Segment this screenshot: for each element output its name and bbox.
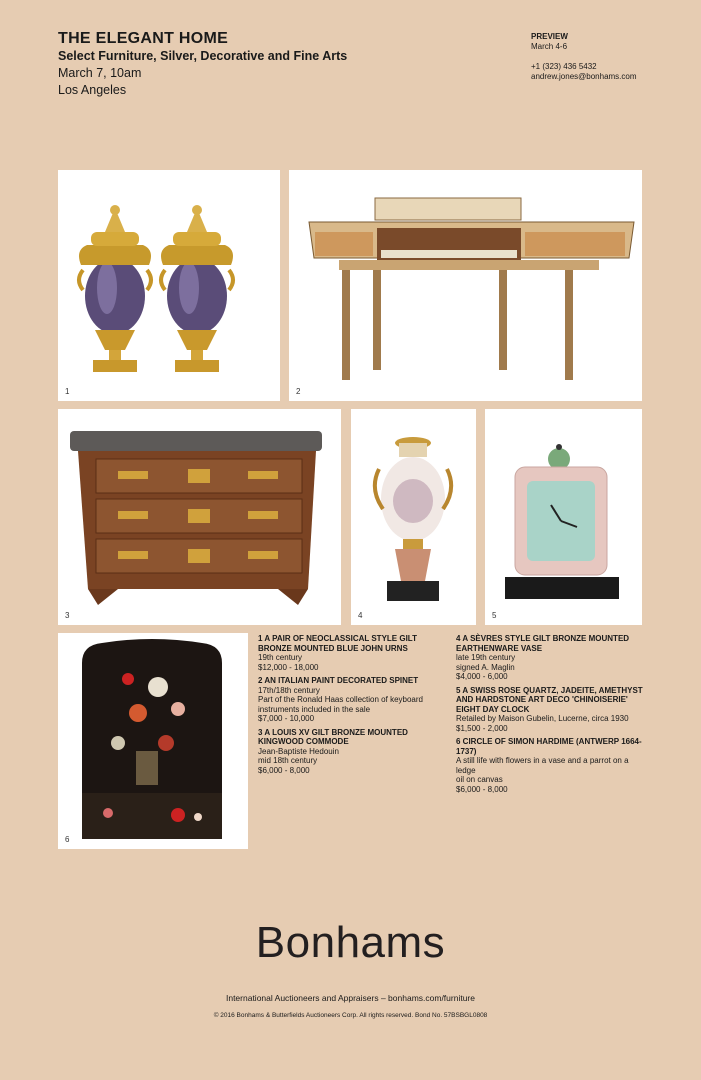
lot-entry — [456, 686, 646, 734]
lot-image-spinet — [289, 170, 642, 401]
lot-line: mid 18th century — [258, 756, 318, 765]
lot-line: Jean-Baptiste Hedouin — [258, 746, 339, 756]
lot-line: 17th/18th century — [258, 685, 320, 695]
urns-illustration — [58, 170, 280, 401]
lot-title: 6 CIRCLE OF SIMON HARDIME (ANTWERP 1664-1737) — [456, 737, 642, 756]
lot-estimate: $6,000 - 8,000 — [456, 784, 508, 794]
image-number: 4 — [358, 611, 363, 620]
commode-illustration — [58, 409, 341, 625]
preview-label: PREVIEW — [531, 32, 568, 41]
lot-image-commode — [58, 409, 341, 625]
lot-image-painting — [58, 633, 248, 849]
lot-image-vase — [351, 409, 476, 625]
spinet-illustration — [289, 170, 642, 401]
footer-copyright: © 2016 Bonhams & Butterfields Auctioneers Corp. All rights reserved. Bond No. 57BSBGL0808 — [213, 1012, 488, 1019]
image-number: 1 — [65, 387, 70, 396]
preview-dates: March 4-6 — [531, 42, 568, 51]
auction-date: March 7, 10am — [58, 66, 142, 80]
lot-line: A still life with flowers in a vase and a parrot on a ledge — [456, 756, 629, 775]
preview-block — [531, 32, 637, 82]
lot-line: signed A. Maglin — [456, 662, 515, 672]
footer-tagline[interactable]: International Auctioneers and Appraisers – bonhams.com/furniture — [225, 993, 475, 1003]
lot-entry — [258, 634, 444, 672]
image-number: 6 — [65, 835, 70, 844]
lot-entry — [258, 676, 444, 724]
lot-estimate: $12,000 - 18,000 — [258, 662, 319, 672]
lot-estimate: $7,000 - 10,000 — [258, 714, 315, 723]
clock-illustration — [485, 409, 642, 625]
lot-estimate: $4,000 - 6,000 — [456, 672, 508, 681]
auction-location: Los Angeles — [58, 83, 127, 97]
lot-title: 1 A PAIR OF NEOCLASSICAL STYLE GILT BRONZE MOUNTED BLUE JOHN URNS — [258, 634, 417, 653]
lot-list-left — [258, 634, 444, 779]
lot-line: oil on canvas — [456, 775, 503, 784]
preview-email[interactable]: andrew.jones@bonhams.com — [531, 72, 637, 81]
lot-entry — [258, 728, 444, 776]
preview-phone: +1 (323) 436 5432 — [531, 62, 597, 71]
lot-line: Part of the Ronald Haas collection of keyboard instruments included in the sale — [258, 695, 423, 714]
vase-illustration — [351, 409, 476, 625]
lot-estimate: $1,500 - 2,000 — [456, 723, 508, 733]
image-number: 5 — [492, 611, 497, 620]
lot-title: 4 A SÈVRES STYLE GILT BRONZE MOUNTED EARTHENWARE VASE — [456, 634, 630, 653]
image-number: 2 — [296, 387, 301, 396]
auction-subtitle: Select Furniture, Silver, Decorative and Fine Arts — [58, 49, 348, 63]
bonhams-logo: Bonhams — [255, 918, 446, 967]
lot-title: 5 A SWISS ROSE QUARTZ, JADEITE, AMETHYST AND HARDSTONE ART DECO 'CHINOISERIE' EIGHT DAY CLOCK — [456, 685, 643, 714]
lot-line: 19th century — [258, 653, 303, 662]
lot-entry — [456, 634, 646, 682]
lot-image-urns — [58, 170, 280, 401]
lot-estimate: $6,000 - 8,000 — [258, 765, 310, 775]
painting-illustration — [58, 633, 248, 849]
lot-image-clock — [485, 409, 642, 625]
auction-title: THE ELEGANT HOME — [58, 30, 229, 47]
lot-line: late 19th century — [456, 653, 516, 662]
lot-title: 2 AN ITALIAN PAINT DECORATED SPINET — [258, 676, 419, 685]
lot-entry — [456, 737, 646, 794]
lot-title: 3 A LOUIS XV GILT BRONZE MOUNTED KINGWOOD COMMODE — [258, 727, 408, 746]
lot-list-right — [456, 634, 646, 798]
image-number: 3 — [65, 611, 70, 620]
lot-line: Retailed by Maison Gubelin, Lucerne, circa 1930 — [456, 714, 629, 723]
